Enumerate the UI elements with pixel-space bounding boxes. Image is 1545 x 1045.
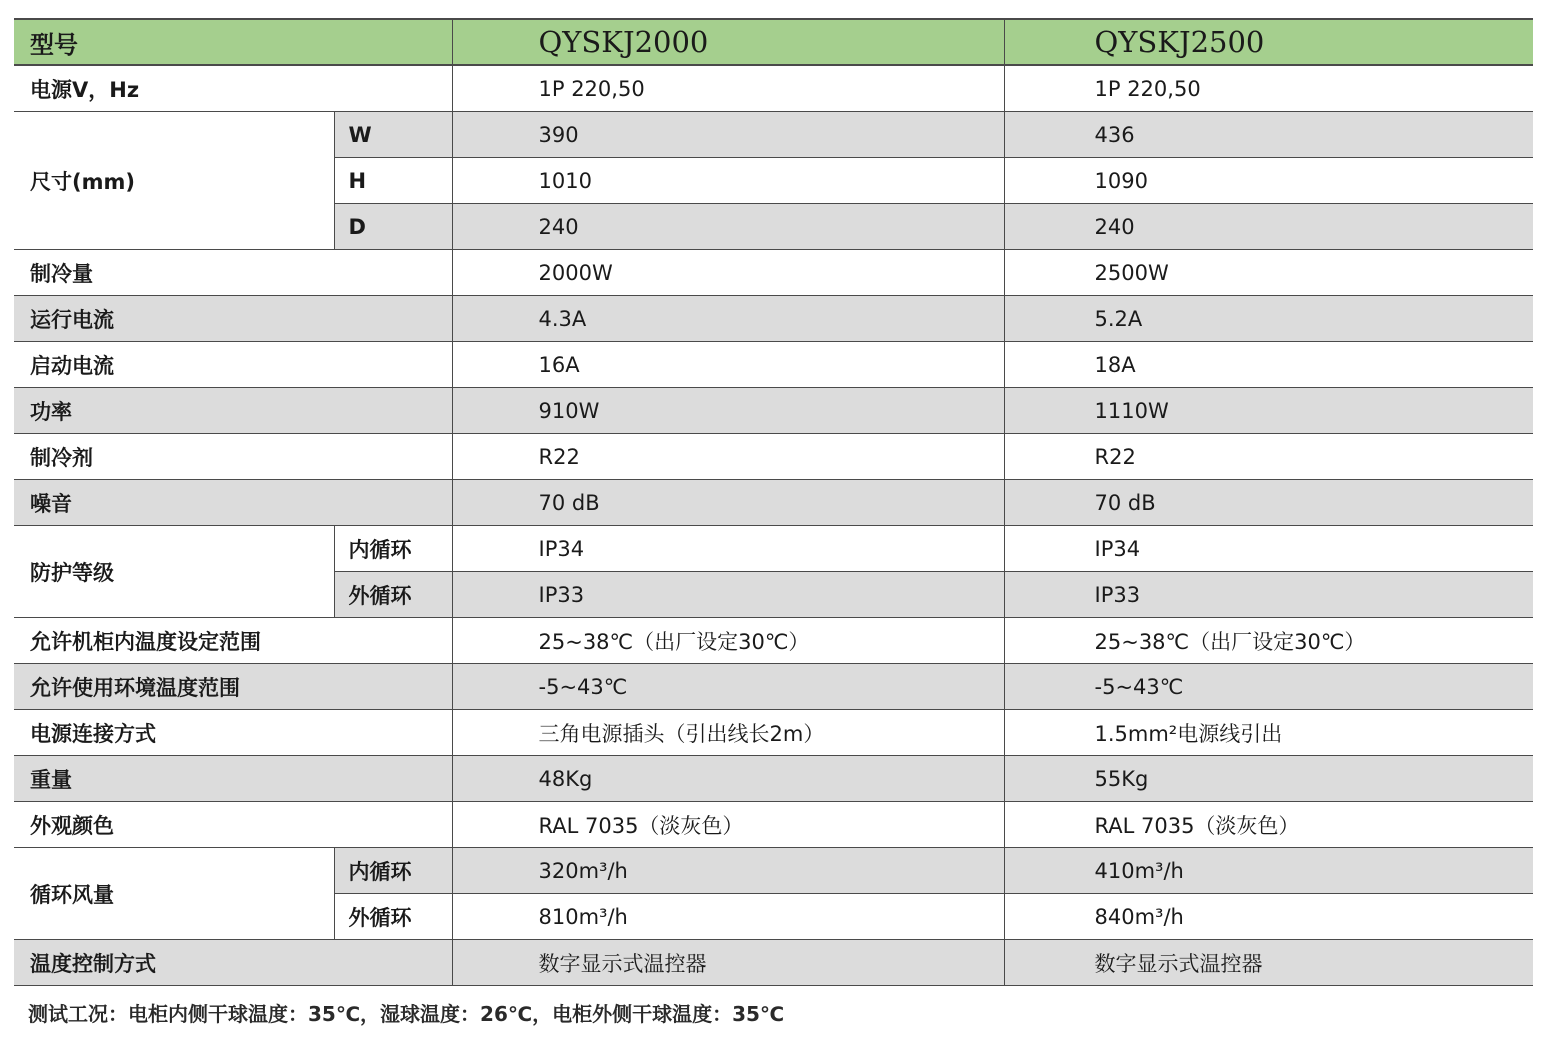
cell-value: 840m³/h [1004, 894, 1533, 940]
cell-value: -5~43℃ [452, 664, 1004, 710]
row-label: 制冷量 [14, 250, 452, 296]
table-row [14, 940, 1533, 986]
row-label: 防护等级 [14, 526, 334, 618]
sub-label: W [334, 112, 452, 158]
row-label: 重量 [14, 756, 452, 802]
table-row [14, 848, 1533, 894]
cell-value: 240 [1004, 204, 1533, 250]
cell-value: 70 dB [452, 480, 1004, 526]
cell-value: R22 [452, 434, 1004, 480]
cell-value: 2000W [452, 250, 1004, 296]
cell-value: 1P 220,50 [1004, 65, 1533, 112]
cell-value: IP33 [452, 572, 1004, 618]
table-row [14, 756, 1533, 802]
cell-value: 25~38℃（出厂设定30℃） [452, 618, 1004, 664]
cell-value: 5.2A [1004, 296, 1533, 342]
table-row [14, 710, 1533, 756]
table-row [14, 342, 1533, 388]
cell-value: 16A [452, 342, 1004, 388]
cell-value: IP34 [1004, 526, 1533, 572]
test-conditions-note: 测试工况：电柜内侧干球温度：35℃，湿球温度：26℃，电柜外侧干球温度：35℃ [28, 1002, 785, 1026]
cell-value: RAL 7035（淡灰色） [452, 802, 1004, 848]
row-label: 温度控制方式 [14, 940, 452, 986]
cell-value: IP33 [1004, 572, 1533, 618]
table-row [14, 480, 1533, 526]
sub-label: 内循环 [334, 848, 452, 894]
sub-label: 内循环 [334, 526, 452, 572]
model-col1: QYSKJ2000 [452, 19, 1004, 65]
cell-value: 2500W [1004, 250, 1533, 296]
cell-value: 1.5mm²电源线引出 [1004, 710, 1533, 756]
sub-label: H [334, 158, 452, 204]
row-label: 运行电流 [14, 296, 452, 342]
cell-value: R22 [1004, 434, 1533, 480]
row-label: 功率 [14, 388, 452, 434]
cell-value: 70 dB [1004, 480, 1533, 526]
cell-value: 1010 [452, 158, 1004, 204]
sub-label: 外循环 [334, 894, 452, 940]
cell-value: 55Kg [1004, 756, 1533, 802]
row-label: 制冷剂 [14, 434, 452, 480]
cell-value: 1090 [1004, 158, 1533, 204]
row-label: 尺寸(mm) [14, 112, 334, 250]
table-row [14, 434, 1533, 480]
row-label: 循环风量 [14, 848, 334, 940]
cell-value: 410m³/h [1004, 848, 1533, 894]
sub-label: 外循环 [334, 572, 452, 618]
cell-value: 数字显示式温控器 [1004, 940, 1533, 986]
header-row [14, 19, 1533, 65]
row-label: 电源V，Hz [14, 65, 452, 112]
cell-value: 390 [452, 112, 1004, 158]
row-label: 噪音 [14, 480, 452, 526]
table-row [14, 250, 1533, 296]
cell-value: 三角电源插头（引出线长2m） [452, 710, 1004, 756]
cell-value: RAL 7035（淡灰色） [1004, 802, 1533, 848]
cell-value: 数字显示式温控器 [452, 940, 1004, 986]
row-label: 启动电流 [14, 342, 452, 388]
table-row [14, 112, 1533, 158]
cell-value: 436 [1004, 112, 1533, 158]
row-label: 电源连接方式 [14, 710, 452, 756]
row-label: 外观颜色 [14, 802, 452, 848]
cell-value: 910W [452, 388, 1004, 434]
row-label: 允许使用环境温度范围 [14, 664, 452, 710]
cell-value: 810m³/h [452, 894, 1004, 940]
table-row [14, 526, 1533, 572]
table-row [14, 618, 1533, 664]
cell-value: 18A [1004, 342, 1533, 388]
cell-value: IP34 [452, 526, 1004, 572]
row-label: 允许机柜内温度设定范围 [14, 618, 452, 664]
cell-value: 240 [452, 204, 1004, 250]
model-label: 型号 [14, 19, 452, 65]
cell-value: -5~43℃ [1004, 664, 1533, 710]
cell-value: 1P 220,50 [452, 65, 1004, 112]
table-row [14, 388, 1533, 434]
table-row [14, 296, 1533, 342]
cell-value: 48Kg [452, 756, 1004, 802]
table-row [14, 664, 1533, 710]
table-row [14, 65, 1533, 112]
cell-value: 320m³/h [452, 848, 1004, 894]
model-col2: QYSKJ2500 [1004, 19, 1533, 65]
cell-value: 25~38℃（出厂设定30℃） [1004, 618, 1533, 664]
table-row [14, 802, 1533, 848]
sub-label: D [334, 204, 452, 250]
spec-table [14, 18, 1533, 986]
cell-value: 1110W [1004, 388, 1533, 434]
cell-value: 4.3A [452, 296, 1004, 342]
